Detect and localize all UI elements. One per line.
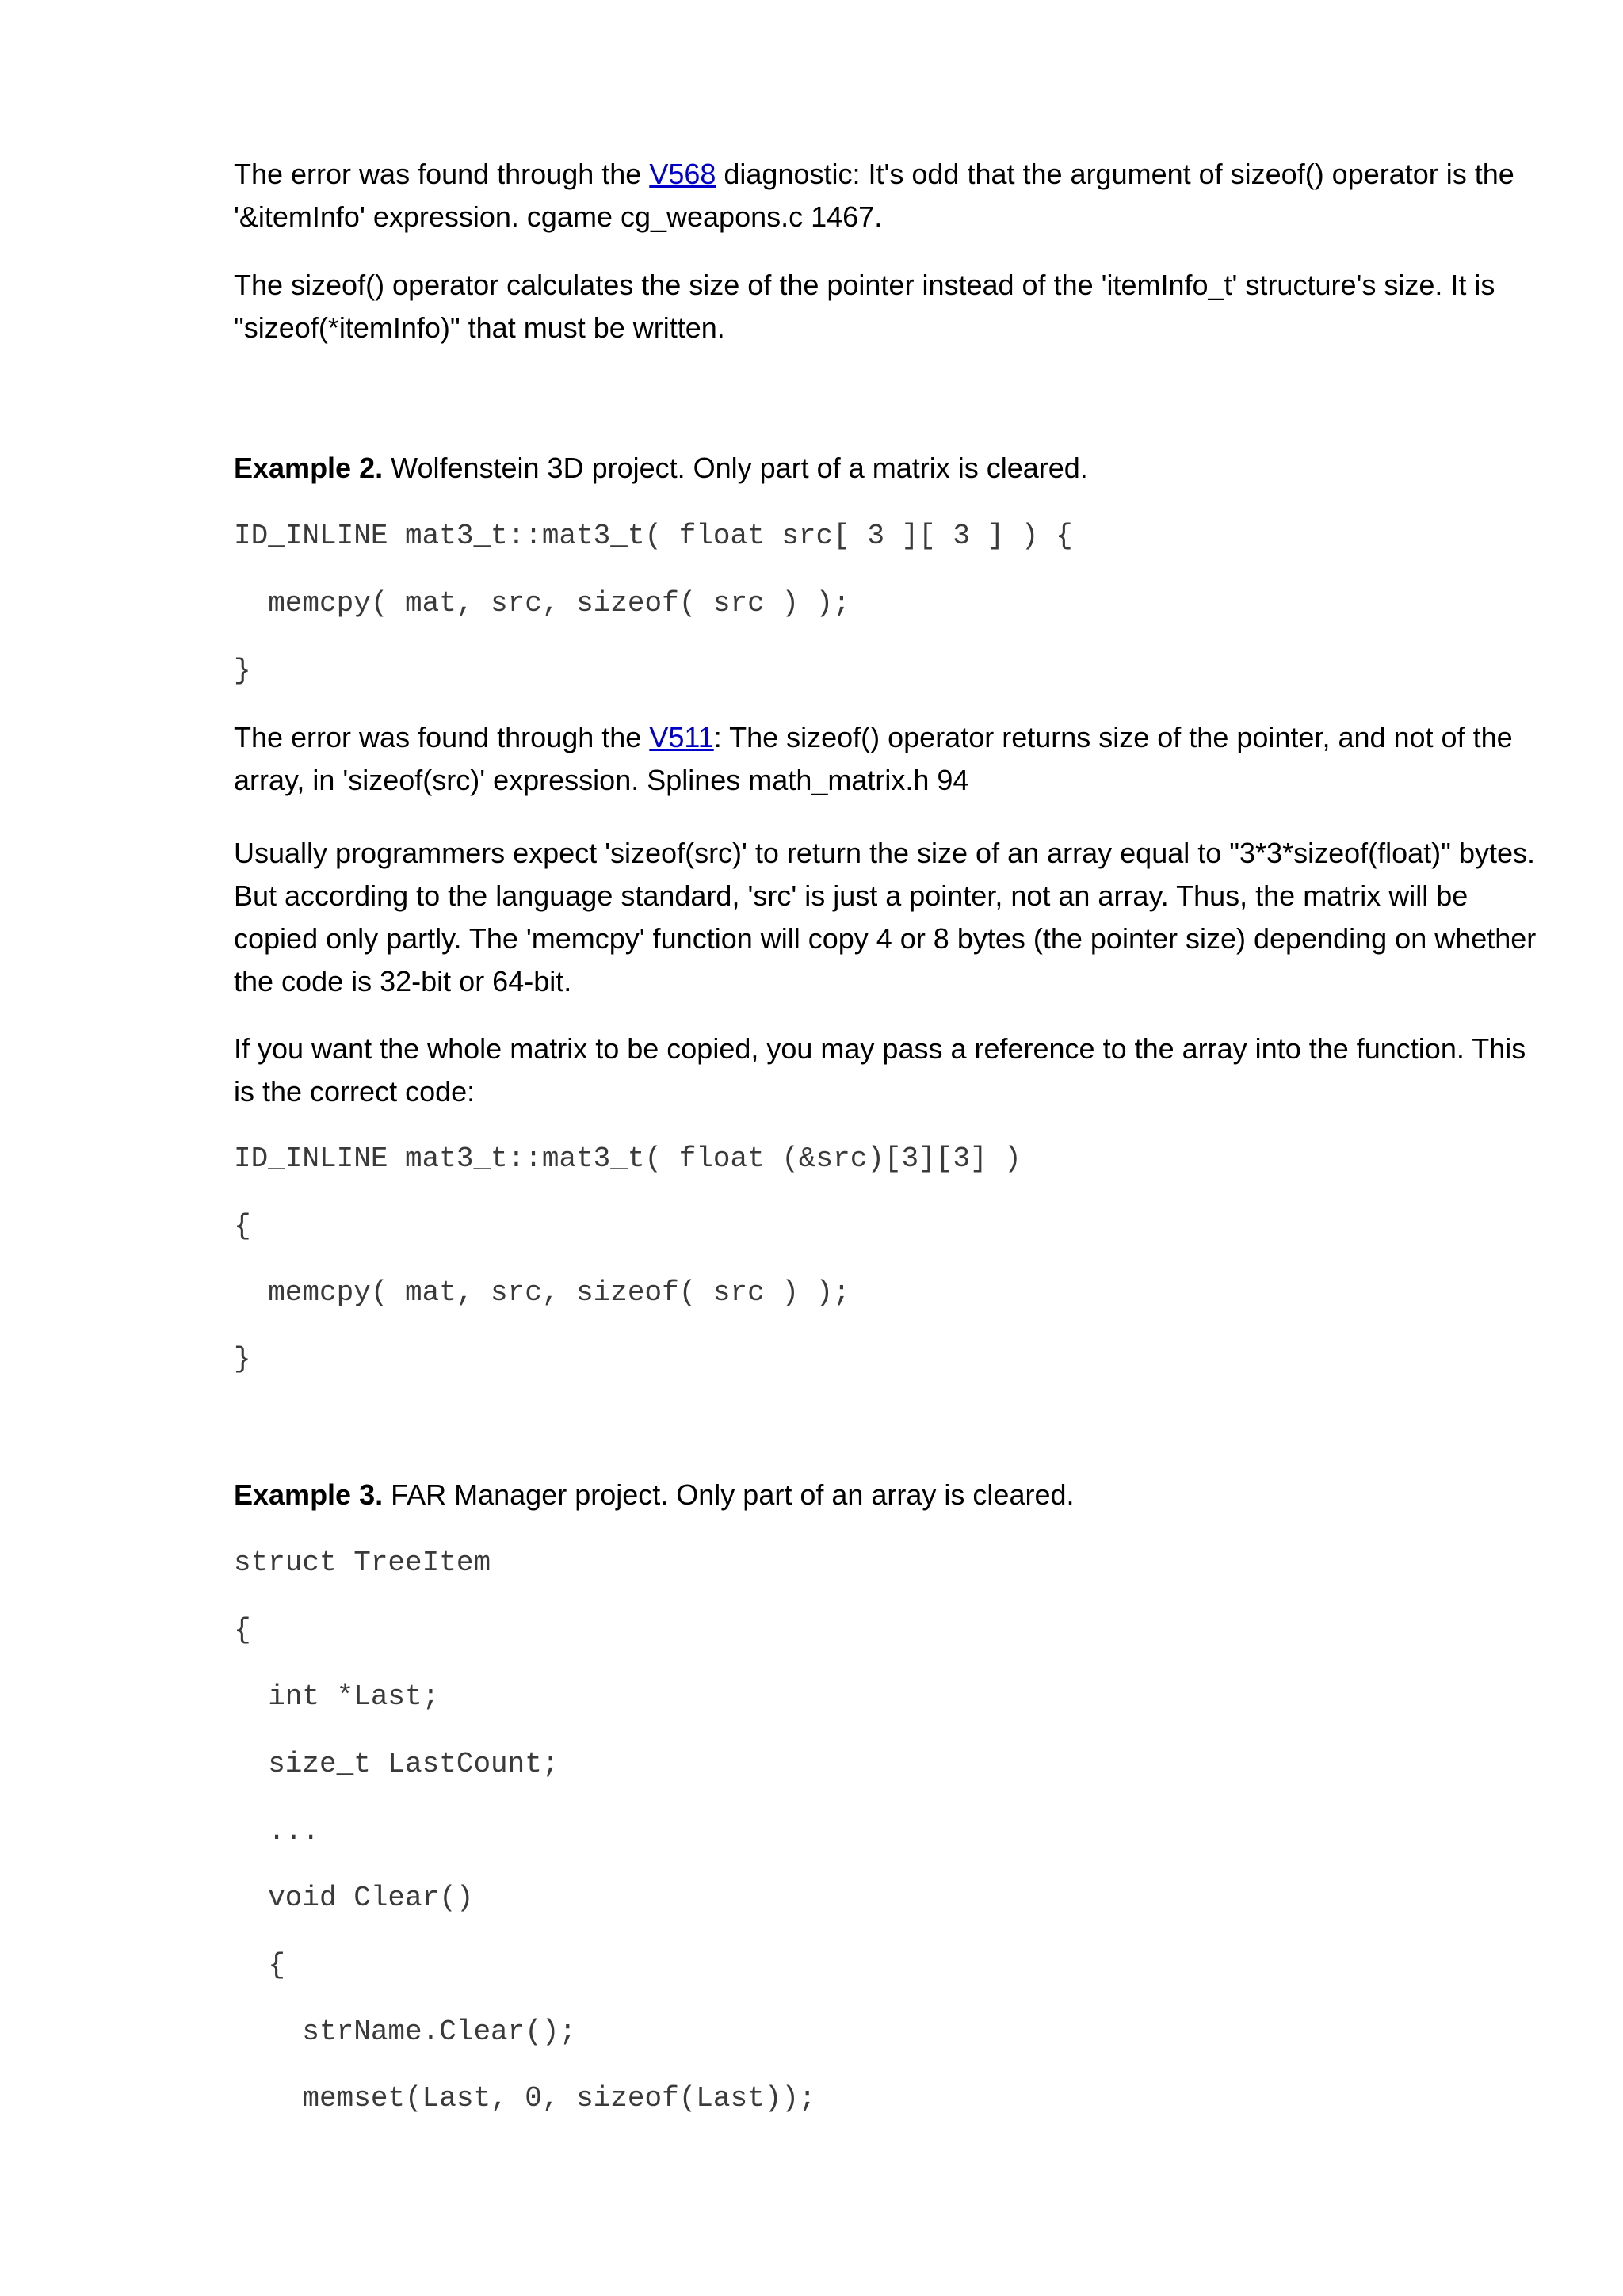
example-2-label: Example 2. <box>234 452 384 484</box>
paragraph-line: array, in 'sizeof(src)' expression. Splines math_matrix.h 94 <box>234 764 969 796</box>
v511-link[interactable]: V511 <box>649 721 714 753</box>
code-line: } <box>234 654 251 687</box>
v568-link[interactable]: V568 <box>649 158 716 190</box>
paragraph-line: copied only partly. The 'memcpy' function will copy 4 or 8 bytes (the pointer size) depending on whether <box>234 922 1537 955</box>
code-line: { <box>234 1210 251 1242</box>
code-line: strName.Clear(); <box>234 2016 577 2048</box>
example-3-heading <box>234 1474 1533 1516</box>
code-line: memcpy( mat, src, sizeof( src ) ); <box>234 1276 850 1309</box>
code-line: int *Last; <box>234 1680 440 1713</box>
example-2-text: Wolfenstein 3D project. Only part of a matrix is cleared. <box>383 452 1088 484</box>
code-line: ... <box>234 1815 320 1848</box>
paragraph-line: The error was found through the V511: The sizeof() operator returns size of the pointer, and not of the <box>234 721 1513 753</box>
paragraph-line: the code is 32-bit or 64-bit. <box>234 965 572 997</box>
paragraph-line: is the correct code: <box>234 1075 475 1108</box>
paragraph-line: The sizeof() operator calculates the size of the pointer instead of the 'itemInfo_t' structure's size. It is <box>234 269 1495 301</box>
paragraph-line: The error was found through the V568 diagnostic: It's odd that the argument of sizeof() operator is the <box>234 158 1514 190</box>
paragraph-line: "sizeof(*itemInfo)" that must be written. <box>234 311 725 344</box>
paragraph-line: '&itemInfo' expression. cgame cg_weapons.c 1467. <box>234 200 883 233</box>
paragraph-matrix-copy <box>234 832 1537 1003</box>
code-line: { <box>234 1949 285 1981</box>
code-line: ID_INLINE mat3_t::mat3_t( float src[ 3 ][ 3 ] ) { <box>234 520 1073 552</box>
code-line: } <box>234 1343 251 1375</box>
paragraph-line: If you want the whole matrix to be copied, you may pass a reference to the array into the function. This <box>234 1032 1526 1065</box>
paragraph-v511 <box>234 716 1533 802</box>
code-line: struct TreeItem <box>234 1547 491 1579</box>
paragraph-line: But according to the language standard, 'src' is just a pointer, not an array. Thus, the matrix will be <box>234 879 1468 912</box>
code-line: { <box>234 1614 251 1646</box>
example-2-heading <box>234 447 1533 490</box>
code-line: size_t LastCount; <box>234 1748 559 1780</box>
paragraph-line: Usually programmers expect 'sizeof(src)' to return the size of an array equal to "3*3*sizeof(float)" bytes. <box>234 837 1535 869</box>
code-line: memset(Last, 0, sizeof(Last)); <box>234 2082 816 2115</box>
paragraph-v568 <box>234 153 1533 238</box>
paragraph-correct-code <box>234 1028 1533 1113</box>
example-3-label: Example 3. <box>234 1478 384 1511</box>
paragraph-sizeof-explanation <box>234 264 1533 349</box>
code-line: memcpy( mat, src, sizeof( src ) ); <box>234 587 850 620</box>
code-line: void Clear() <box>234 1882 474 1914</box>
example-3-text: FAR Manager project. Only part of an array is cleared. <box>383 1478 1075 1511</box>
code-line: ID_INLINE mat3_t::mat3_t( float (&src)[3][3] ) <box>234 1142 1022 1175</box>
